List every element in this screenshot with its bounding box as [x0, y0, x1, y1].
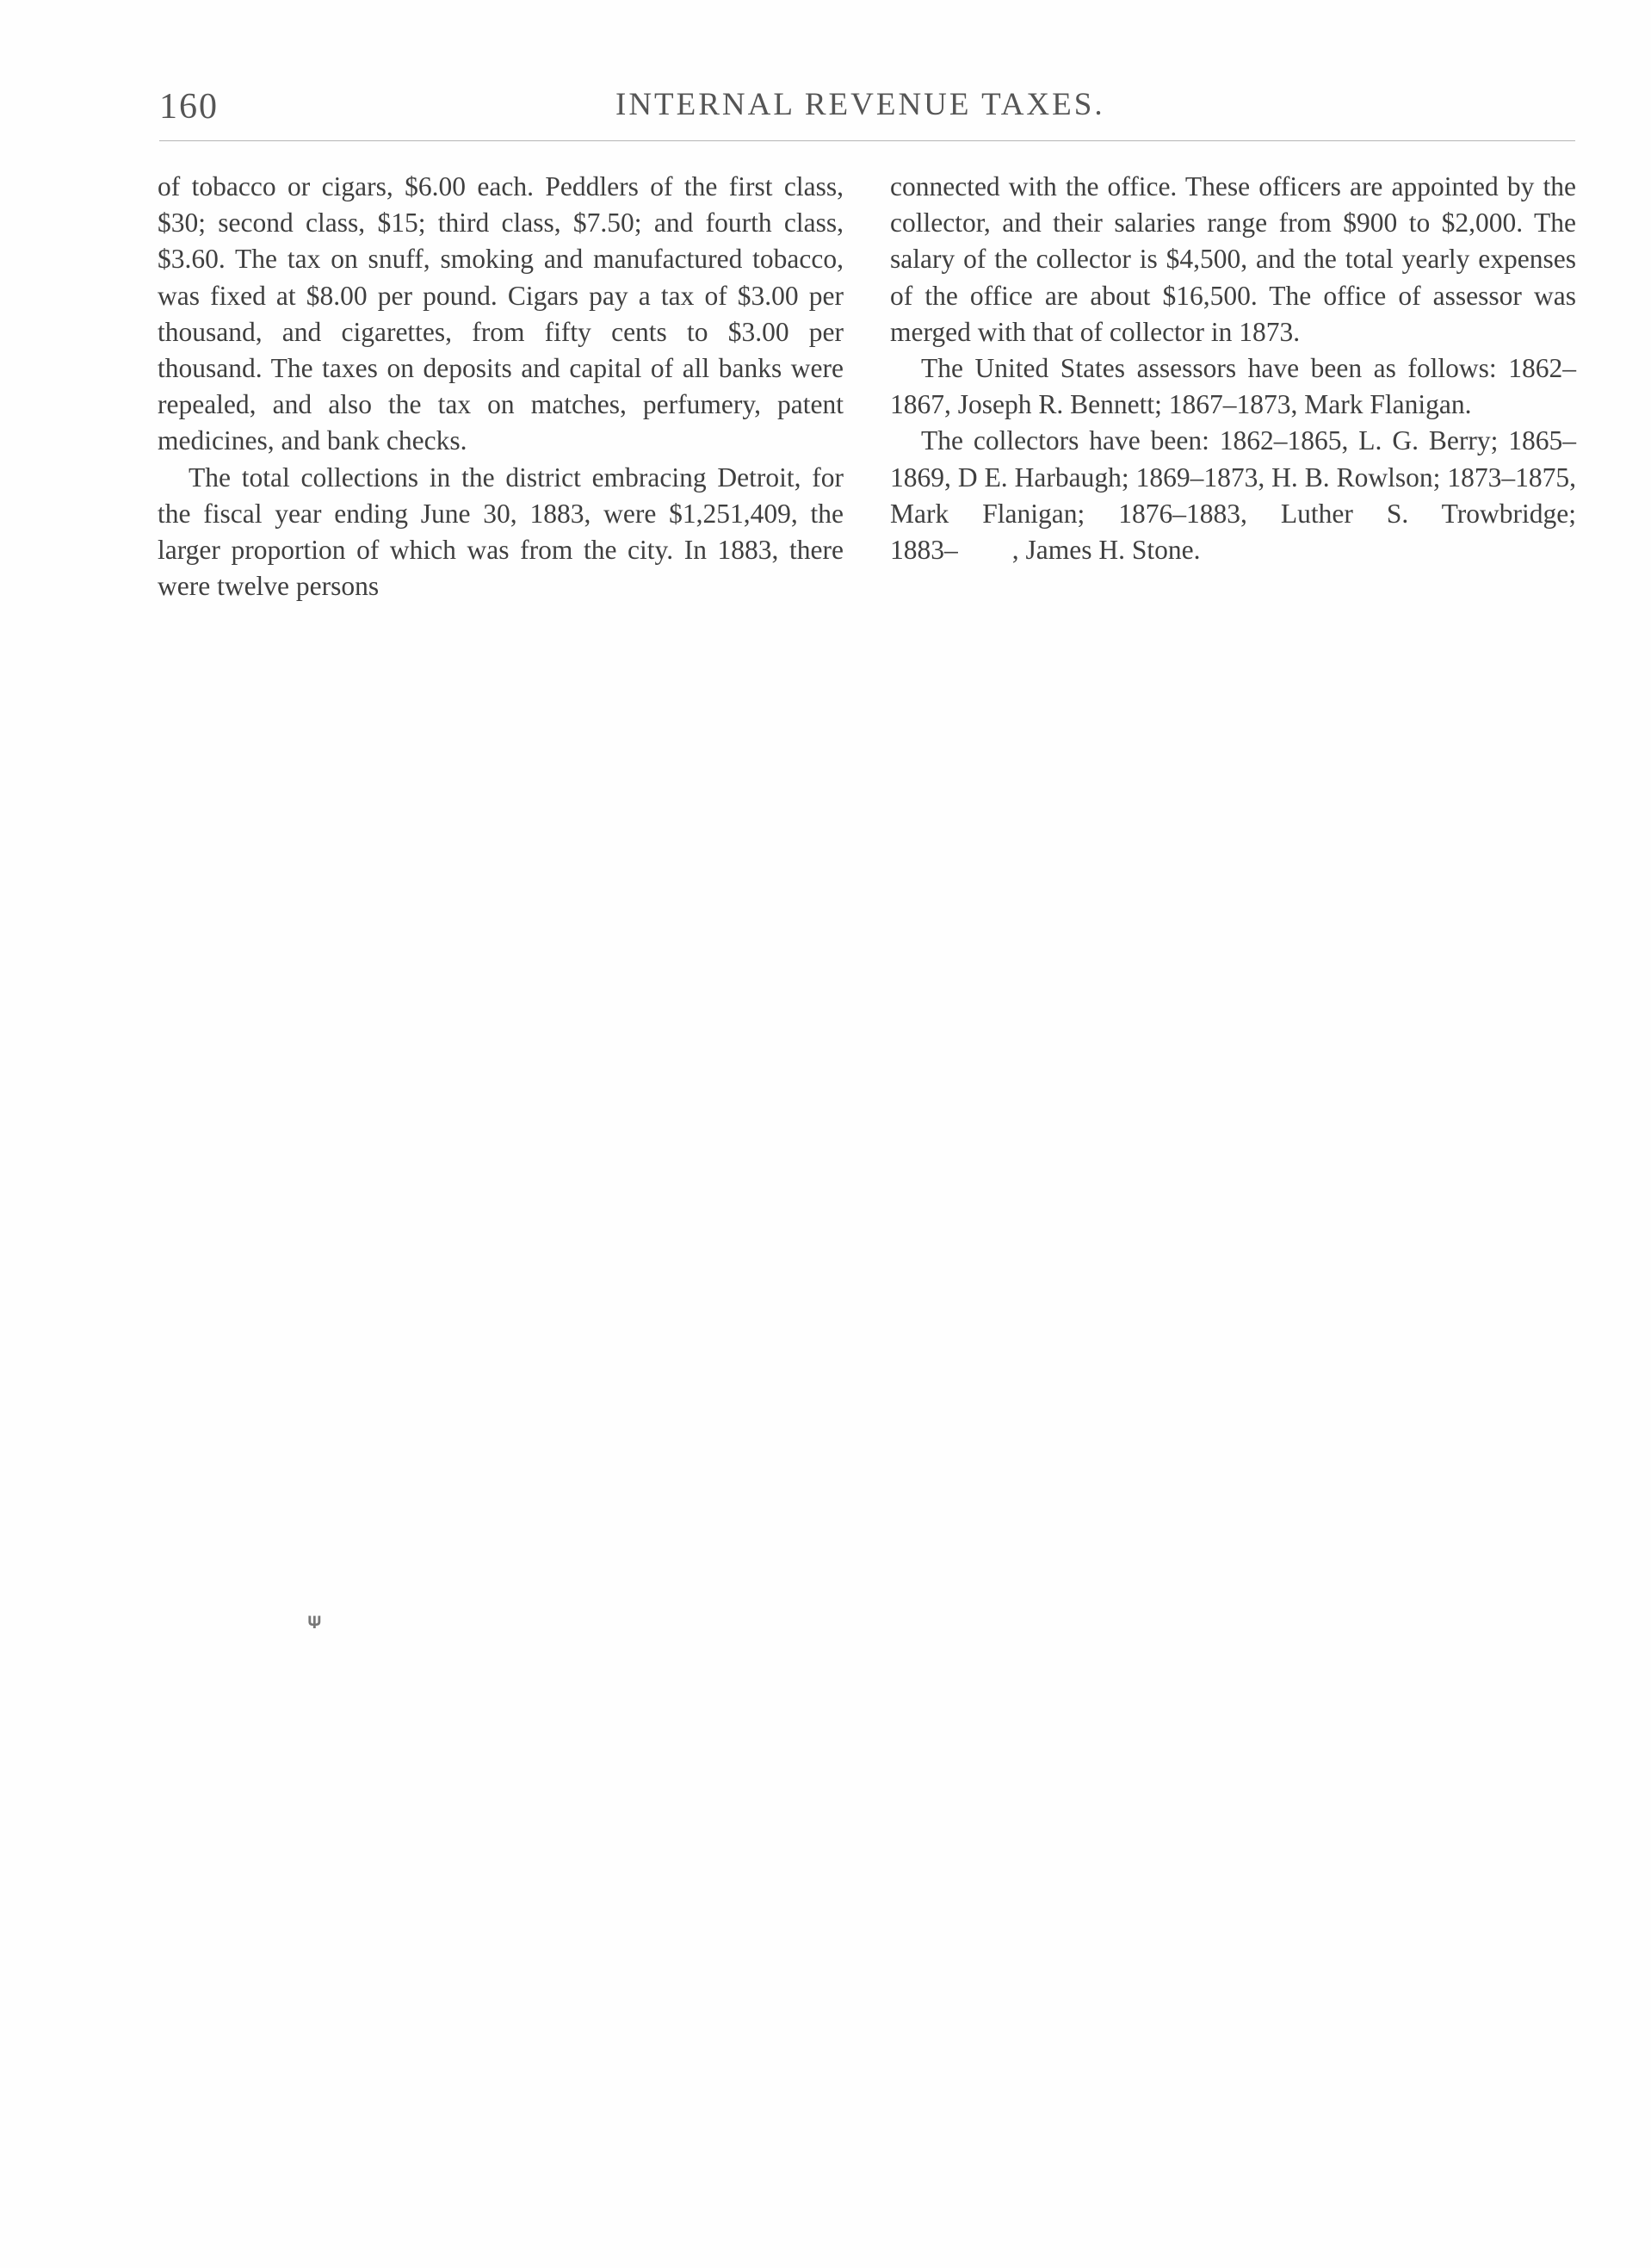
- right-paragraph-2: The United States assessors have been as follows: 1862–1867, Joseph R. Bennett; 1867–1873, Mark Flanigan.: [890, 353, 1576, 420]
- right-paragraph-3: The collectors have been: 1862–1865, L. G. Berry; 1865–1869, D E. Harbaugh; 1869–1873, H. B. Rowlson; 1873–1875, Mark Flanigan; 1876–1883, Luther S. Trowbridge; 1883– , James H. Stone.: [890, 425, 1576, 566]
- left-column: [158, 169, 844, 604]
- right-column: [890, 169, 1576, 568]
- header-rule: [159, 140, 1575, 141]
- running-head: INTERNAL REVENUE TAXES.: [615, 87, 1105, 122]
- ink-speck-mark: 𝚿: [307, 1614, 322, 1633]
- right-paragraph-1: connected with the office. These officers are appointed by the collector, and their salaries range from $900 to $2,000. The salary of the collector is $4,500, and the total yearly expenses of the office are about $16,500. The office of assessor was merged with that of collector in 1873.: [890, 171, 1576, 347]
- left-paragraph-1: of tobacco or cigars, $6.00 each. Peddlers of the first class, $30; second class, $15; third class, $7.50; and fourth class, $3.60. The tax on snuff, smoking and manufactured tobacco, was fixed at $8.00 per pound. Cigars pay a tax of $3.00 per thousand, and cigarettes, from fifty cents to $3.00 per thousand. The taxes on deposits and capital of all banks were repealed, and also the tax on matches, perfumery, patent medicines, and bank checks.: [158, 171, 844, 456]
- page-number: 160: [159, 87, 219, 127]
- left-paragraph-2: The total collections in the district embracing Detroit, for the fiscal year ending June 30, 1883, were $1,251,409, the larger proportion of which was from the city. In 1883, there were twelve persons: [158, 462, 844, 602]
